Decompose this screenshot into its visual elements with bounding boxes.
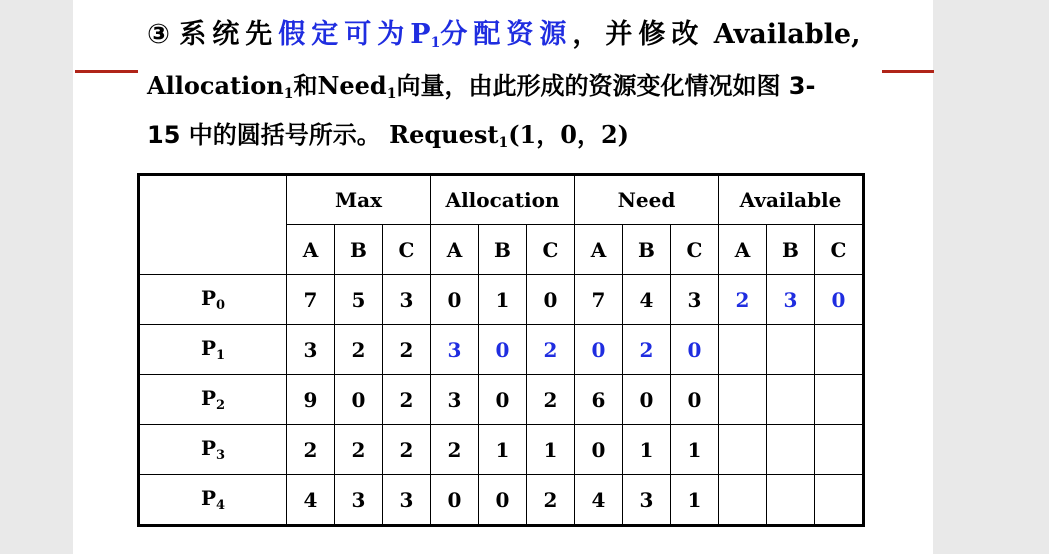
- table-cell: 2: [287, 425, 335, 475]
- text-and: 和: [293, 72, 318, 100]
- table-cell: [719, 425, 767, 475]
- table-row: [139, 475, 864, 526]
- subcolumn-header: A: [287, 225, 335, 275]
- table-cell: 0: [431, 275, 479, 325]
- header-rule-right: [882, 70, 934, 73]
- table-cell: 7: [575, 275, 623, 325]
- table-cell: 4: [575, 475, 623, 526]
- table-corner-cell: [139, 175, 287, 275]
- table-cell: 2: [719, 275, 767, 325]
- process-subscript: 4: [216, 498, 226, 513]
- subcolumn-header: C: [671, 225, 719, 275]
- table-row: [139, 375, 864, 425]
- process-label: [139, 325, 287, 375]
- table-cell: 0: [479, 475, 527, 526]
- text-assume: 假定可为: [278, 19, 411, 50]
- text-allocate: 分配资源: [440, 19, 573, 50]
- table-cell: 3: [767, 275, 815, 325]
- table-cell: 2: [383, 425, 431, 475]
- table-cell: [767, 325, 815, 375]
- text-p: P: [410, 19, 431, 50]
- process-subscript: 2: [216, 398, 226, 413]
- table-cell: 3: [383, 475, 431, 526]
- table-cell: 0: [575, 325, 623, 375]
- process-label: [139, 275, 287, 325]
- table-cell: 2: [527, 325, 575, 375]
- table-cell: 0: [527, 275, 575, 325]
- table-row: [139, 425, 864, 475]
- group-header-allocation: Allocation: [431, 175, 575, 225]
- table-cell: 0: [479, 375, 527, 425]
- table-row: [139, 325, 864, 375]
- text-vector-change: 向量，由此形成的资源变化情况如图 3-: [396, 72, 816, 100]
- table-cell: 1: [671, 425, 719, 475]
- table-cell: 2: [383, 375, 431, 425]
- table-cell: 3: [431, 375, 479, 425]
- table-cell: 0: [671, 375, 719, 425]
- circled-number: ③: [147, 19, 170, 50]
- table-cell: 2: [527, 475, 575, 526]
- table-cell: 1: [479, 275, 527, 325]
- subcolumn-header: A: [431, 225, 479, 275]
- subcolumn-header: A: [575, 225, 623, 275]
- table-cell: [767, 375, 815, 425]
- text-available: Available,: [704, 19, 861, 50]
- table-cell: 2: [335, 325, 383, 375]
- process-subscript: 3: [216, 448, 226, 463]
- table-cell: 0: [575, 425, 623, 475]
- table-row: [139, 275, 864, 325]
- table-cell: 3: [335, 475, 383, 526]
- subcolumn-header: B: [623, 225, 671, 275]
- paragraph-line-2: [147, 66, 815, 102]
- text-figure-ref: 15 中的圆括号所示。: [147, 121, 381, 149]
- table-cell: 0: [479, 325, 527, 375]
- table-cell: [719, 475, 767, 526]
- table-cell: [767, 475, 815, 526]
- table-cell: [815, 375, 864, 425]
- text-request-vector: (1，0，2): [508, 120, 629, 149]
- text-allocation-sub: 1: [283, 86, 294, 102]
- table-cell: [719, 325, 767, 375]
- subcolumn-header: B: [479, 225, 527, 275]
- table-cell: 9: [287, 375, 335, 425]
- process-label: [139, 425, 287, 475]
- process-name: P: [200, 436, 216, 460]
- table-cell: 3: [671, 275, 719, 325]
- table-cell: 5: [335, 275, 383, 325]
- process-name: P: [200, 336, 216, 360]
- table-body: [139, 275, 864, 526]
- text-request: Request: [380, 120, 499, 149]
- table-cell: 0: [431, 475, 479, 526]
- table-cell: 1: [527, 425, 575, 475]
- table-cell: 3: [383, 275, 431, 325]
- table-cell: 7: [287, 275, 335, 325]
- resource-allocation-table: [137, 173, 865, 527]
- table-cell: 1: [671, 475, 719, 526]
- header-rule-left: [75, 70, 138, 73]
- table-cell: 3: [623, 475, 671, 526]
- table-cell: 2: [527, 375, 575, 425]
- paragraph-line-3: [147, 115, 629, 151]
- subcolumn-header: C: [815, 225, 864, 275]
- paragraph-line-1: [147, 12, 861, 51]
- text-system-first: 系统先: [179, 19, 279, 50]
- table-cell: 1: [479, 425, 527, 475]
- table-cell: [767, 425, 815, 475]
- group-header-max: Max: [287, 175, 431, 225]
- text-and-modify: ，并修改: [572, 19, 705, 50]
- table-cell: 0: [671, 325, 719, 375]
- table-cell: 0: [623, 375, 671, 425]
- subcolumn-header: B: [767, 225, 815, 275]
- process-name: P: [200, 386, 216, 410]
- text-need: Need: [317, 71, 387, 100]
- table-cell: 4: [623, 275, 671, 325]
- table-cell: [719, 375, 767, 425]
- table-cell: 2: [383, 325, 431, 375]
- process-name: P: [200, 486, 216, 510]
- table-cell: 3: [431, 325, 479, 375]
- text-allocation: Allocation: [147, 71, 284, 100]
- table-cell: 2: [335, 425, 383, 475]
- text-p-sub: 1: [430, 35, 441, 51]
- subcolumn-header: C: [527, 225, 575, 275]
- table-cell: 3: [287, 325, 335, 375]
- table-cell: 0: [335, 375, 383, 425]
- table-cell: [815, 325, 864, 375]
- text-need-sub: 1: [386, 86, 397, 102]
- subcolumn-header: A: [719, 225, 767, 275]
- table-cell: 4: [287, 475, 335, 526]
- table-cell: 0: [815, 275, 864, 325]
- table-group-header-row: [139, 175, 864, 225]
- group-header-available: Available: [719, 175, 864, 225]
- table-cell: 1: [623, 425, 671, 475]
- group-header-need: Need: [575, 175, 719, 225]
- table-cell: 2: [623, 325, 671, 375]
- subcolumn-header: C: [383, 225, 431, 275]
- process-subscript: 1: [216, 348, 226, 363]
- table-cell: 6: [575, 375, 623, 425]
- subcolumn-header: B: [335, 225, 383, 275]
- table-cell: [815, 425, 864, 475]
- process-name: P: [200, 286, 216, 310]
- process-label: [139, 475, 287, 526]
- table-cell: [815, 475, 864, 526]
- process-label: [139, 375, 287, 425]
- table-cell: 2: [431, 425, 479, 475]
- text-request-sub: 1: [498, 135, 509, 151]
- process-subscript: 0: [216, 298, 226, 313]
